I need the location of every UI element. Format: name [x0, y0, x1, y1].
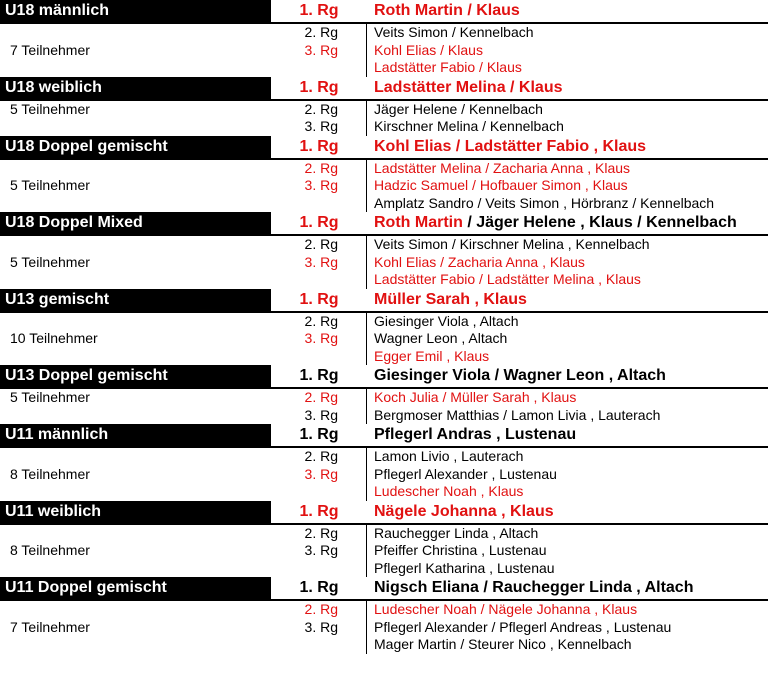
category-results [0, 389, 768, 424]
category-header [0, 365, 768, 389]
player-name: Rauchegger Linda , Altach [374, 524, 539, 541]
category-block [0, 77, 768, 136]
first-place-name: Müller Sarah , Klaus [374, 290, 527, 308]
rank-label: 2. Rg [304, 236, 338, 252]
first-place-name: Kohl Elias / Ladstätter Fabio , Klaus [374, 137, 647, 155]
result-row [0, 525, 768, 543]
player-name: Veits Simon / Kirschner Melina , Kennelbach [374, 236, 650, 252]
player-name: Jäger Helene / Kennelbach [374, 100, 543, 117]
player-name: Pfeiffer Christina , Lustenau [374, 542, 547, 558]
category-title: U18 Doppel gemischt [5, 137, 168, 155]
category-block [0, 136, 768, 213]
category-header [0, 77, 768, 101]
participant-count: 5 Teilnehmer [10, 100, 90, 117]
result-row [0, 483, 768, 501]
first-place-name [374, 212, 737, 234]
rank-label: 3. Rg [304, 118, 338, 134]
participant-count: 7 Teilnehmer [10, 41, 90, 58]
first-place-name-part: Roth Martin [374, 214, 463, 231]
player-name: Ludescher Noah , Klaus [374, 483, 524, 499]
first-place-name: Giesinger Viola / Wagner Leon , Altach [374, 367, 666, 384]
player-name: Ladstätter Melina / Zacharia Anna , Klaus [374, 159, 631, 176]
category-block [0, 424, 768, 501]
result-row [0, 636, 768, 654]
rank-label: 2. Rg [304, 448, 338, 464]
player-name: Pflegerl Katharina , Lustenau [374, 559, 555, 576]
participant-count: 7 Teilnehmer [10, 618, 90, 635]
player-name: Pflegerl Alexander , Lustenau [374, 465, 557, 482]
first-rank-label: 1. Rg [299, 137, 339, 155]
first-place-name: Ladstätter Melina / Klaus [374, 78, 563, 96]
result-row [0, 118, 768, 136]
player-name: Ladstätter Fabio / Klaus [374, 59, 522, 75]
category-title: U11 männlich [5, 426, 109, 443]
rank-label: 2. Rg [304, 389, 338, 405]
participant-count: 8 Teilnehmer [10, 465, 90, 482]
first-place-name: Roth Martin / Klaus [374, 2, 520, 19]
result-row [0, 195, 768, 213]
result-row [0, 254, 768, 272]
result-row [0, 59, 768, 77]
player-name: Mager Martin / Steurer Nico , Kennelbach [374, 636, 632, 652]
category-title: U18 weiblich [5, 78, 102, 96]
result-row [0, 160, 768, 178]
participant-count: 5 Teilnehmer [10, 389, 90, 405]
rank-label: 2. Rg [304, 601, 338, 617]
participant-count: 8 Teilnehmer [10, 542, 90, 558]
rank-label: 2. Rg [304, 100, 338, 117]
result-row [0, 177, 768, 195]
rank-label: 3. Rg [304, 177, 338, 193]
rank-label: 2. Rg [304, 24, 338, 40]
first-rank-label: 1. Rg [299, 290, 339, 308]
participant-count: 10 Teilnehmer [10, 330, 98, 346]
player-name: Lamon Livio , Lauterach [374, 448, 524, 464]
result-row [0, 448, 768, 466]
category-results [0, 601, 768, 654]
player-name: Amplatz Sandro / Veits Simon , Hörbranz / Kennelbach [374, 194, 715, 211]
category-results [0, 525, 768, 578]
rank-label: 3. Rg [304, 41, 338, 58]
first-rank-label: 1. Rg [299, 502, 339, 520]
first-place-name-part: / Jäger Helene , Klaus / Kennelbach [462, 214, 737, 231]
category-block [0, 365, 768, 424]
rank-label: 3. Rg [304, 465, 338, 482]
first-rank-label: 1. Rg [299, 579, 339, 596]
player-name: Wagner Leon , Altach [374, 330, 508, 346]
first-rank-label: 1. Rg [299, 78, 339, 96]
category-results [0, 101, 768, 136]
category-results [0, 313, 768, 366]
result-row [0, 407, 768, 425]
rank-label: 3. Rg [304, 542, 338, 558]
result-row [0, 101, 768, 119]
result-row [0, 560, 768, 578]
category-title: U13 Doppel gemischt [5, 367, 168, 384]
result-row [0, 271, 768, 289]
category-header [0, 577, 768, 601]
result-row [0, 542, 768, 560]
rank-label: 3. Rg [304, 406, 338, 423]
category-header [0, 501, 768, 525]
rank-label: 2. Rg [304, 159, 338, 176]
result-row [0, 236, 768, 254]
category-title: U18 Doppel Mixed [5, 214, 143, 231]
category-title: U13 gemischt [5, 290, 110, 308]
result-row [0, 313, 768, 331]
result-row [0, 466, 768, 484]
rank-label: 3. Rg [304, 253, 338, 270]
player-name: Bergmoser Matthias / Lamon Livia , Lauterach [374, 406, 661, 423]
first-place-name: Pflegerl Andras , Lustenau [374, 426, 577, 443]
category-results [0, 236, 768, 289]
category-results [0, 160, 768, 213]
category-header [0, 289, 768, 313]
first-place-name: Nigsch Eliana / Rauchegger Linda , Altach [374, 579, 694, 596]
category-block [0, 501, 768, 578]
rank-label: 3. Rg [304, 618, 338, 635]
category-header [0, 136, 768, 160]
player-name: Giesinger Viola , Altach [374, 312, 519, 329]
player-name: Ladstätter Fabio / Ladstätter Melina , Klaus [374, 271, 641, 287]
category-block [0, 212, 768, 289]
category-results [0, 24, 768, 77]
result-row [0, 330, 768, 348]
rank-label: 2. Rg [304, 312, 338, 329]
result-row [0, 389, 768, 407]
result-row [0, 24, 768, 42]
category-title: U18 männlich [5, 2, 110, 19]
player-name: Koch Julia / Müller Sarah , Klaus [374, 389, 577, 405]
category-title: U11 weiblich [5, 502, 102, 520]
player-name: Kohl Elias / Zacharia Anna , Klaus [374, 253, 585, 270]
result-row [0, 348, 768, 366]
participant-count: 5 Teilnehmer [10, 253, 90, 270]
first-rank-label: 1. Rg [299, 426, 339, 443]
result-row [0, 619, 768, 637]
category-block [0, 577, 768, 654]
category-block [0, 0, 768, 77]
first-place-name: Nägele Johanna , Klaus [374, 502, 554, 520]
rank-label: 3. Rg [304, 330, 338, 346]
player-name: Kohl Elias / Klaus [374, 41, 483, 58]
player-name: Ludescher Noah / Nägele Johanna , Klaus [374, 601, 638, 617]
participant-count: 5 Teilnehmer [10, 177, 90, 193]
category-header [0, 212, 768, 236]
category-header [0, 0, 768, 24]
result-row [0, 42, 768, 60]
first-rank-label: 1. Rg [299, 2, 339, 19]
category-header [0, 424, 768, 448]
category-title: U11 Doppel gemischt [5, 579, 167, 596]
player-name: Veits Simon / Kennelbach [374, 24, 534, 40]
player-name: Hadzic Samuel / Hofbauer Simon , Klaus [374, 177, 628, 193]
first-rank-label: 1. Rg [299, 214, 339, 231]
rank-label: 2. Rg [304, 524, 338, 541]
category-results [0, 448, 768, 501]
player-name: Egger Emil , Klaus [374, 347, 490, 364]
first-rank-label: 1. Rg [299, 367, 339, 384]
player-name: Pflegerl Alexander / Pflegerl Andreas , Lustenau [374, 618, 672, 635]
result-row [0, 601, 768, 619]
player-name: Kirschner Melina / Kennelbach [374, 118, 564, 134]
category-block [0, 289, 768, 366]
